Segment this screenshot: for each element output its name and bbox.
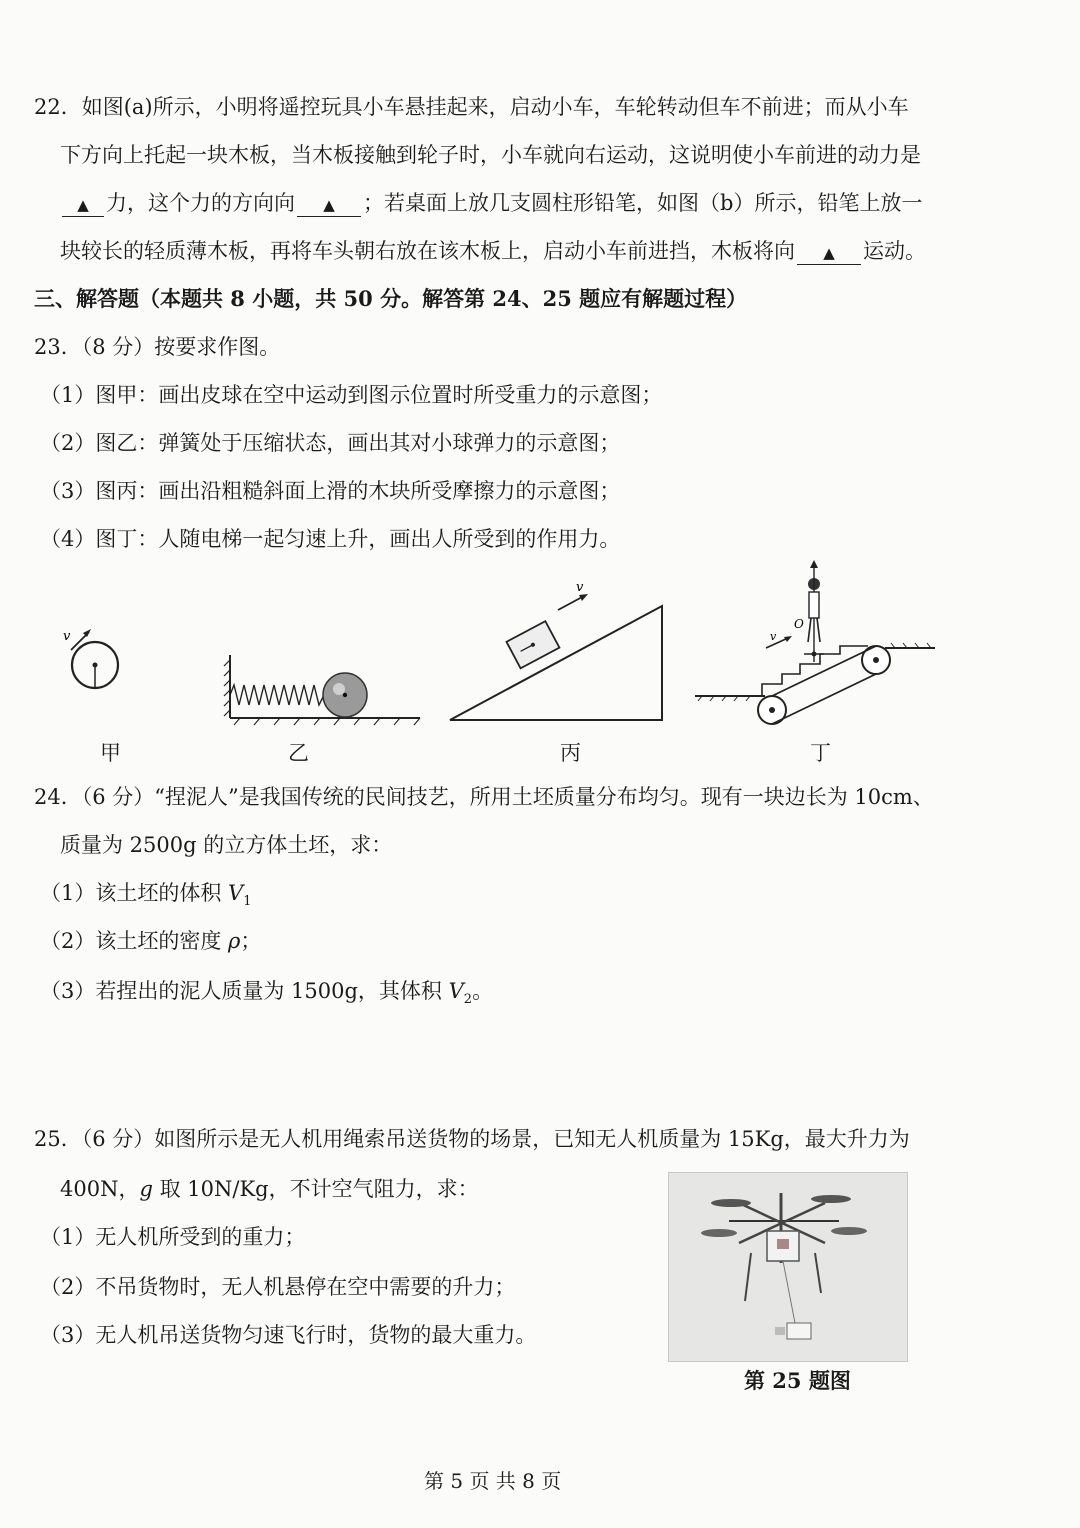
point-o-label: O (794, 617, 804, 631)
figure-jia-ball (55, 620, 135, 700)
q22-line-3: ▲ 力，这个力的方向向 ▲ ；若桌面上放几支圆柱形铅笔，如图（b）所示，铅笔上放一 (60, 188, 922, 218)
q25-line-2: 400N，g 取 10N/Kg，不计空气阻力，求： (60, 1177, 479, 1201)
q23-item-2: （2）图乙：弹簧处于压缩状态，画出其对小球弹力的示意图； (40, 431, 621, 455)
figure-25-caption: 第 25 题图 (744, 1368, 851, 1393)
figure-label-bing: 丙 (560, 741, 581, 765)
q22-line-2: 下方向上托起一块木板，当木板接触到轮子时，小车就向右运动，这说明使小车前进的动力是 (60, 143, 921, 167)
q25-line-1: 25．（6 分）如图所示是无人机用绳索吊送货物的场景，已知无人机质量为 15Kg，最大升力为 (34, 1127, 910, 1151)
drone-photo (668, 1172, 908, 1362)
answer-blank-1[interactable]: ▲ (62, 192, 104, 217)
velocity-label-jia: v (63, 629, 71, 644)
q25-item-1: （1）无人机所受到的重力； (40, 1225, 306, 1249)
q23-item-1: （1）图甲：画出皮球在空中运动到图示位置时所受重力的示意图； (40, 383, 663, 407)
figure-yi-spring (220, 650, 430, 730)
q22-line-1: 22．如图(a)所示，小明将遥控玩具小车悬挂起来，启动小车，车轮转动但车不前进；而从小车 (34, 95, 909, 119)
answer-blank-3[interactable]: ▲ (797, 240, 861, 265)
q24-item-3: （3）若捏出的泥人质量为 1500g，其体积 $V_2$。 (40, 979, 494, 1008)
q24-item-2: （2）该土坯的密度 ρ； (40, 929, 262, 953)
q25-item-3: （3）无人机吊送货物匀速飞行时，货物的最大重力。 (40, 1323, 537, 1347)
q24-line-2: 质量为 2500g 的立方体土坯，求： (60, 833, 393, 857)
q25-item-2: （2）不吊货物时，无人机悬停在空中需要的升力； (40, 1275, 516, 1299)
q24-item-1: （1）该土坯的体积 $V_1$ (40, 881, 252, 910)
q23-item-3: （3）图丙：画出沿粗糙斜面上滑的木块所受摩擦力的示意图； (40, 479, 621, 503)
answer-blank-2[interactable]: ▲ (297, 192, 361, 217)
page-footer: 第 5 页 共 8 页 (424, 1469, 562, 1493)
figure-label-ding: 丁 (810, 741, 831, 765)
figure-label-jia: 甲 (100, 741, 121, 765)
velocity-label-ding: v (770, 630, 777, 643)
figure-bing-incline (440, 580, 670, 730)
velocity-label-bing: v (576, 580, 584, 595)
figure-ding-escalator (690, 560, 940, 730)
q22-line-4: 块较长的轻质薄木板，再将车头朝右放在该木板上，启动小车前进挡，木板将向 ▲ 运动。 (60, 239, 926, 263)
q23-title: 23．（8 分）按要求作图。 (34, 335, 281, 359)
section-heading: 三、解答题（本题共 8 小题，共 50 分。解答第 24、25 题应有解题过程） (34, 286, 748, 311)
figure-label-yi: 乙 (288, 741, 309, 765)
q24-line-1: 24．（6 分）“捏泥人”是我国传统的民间技艺，所用土坯质量分布均匀。现有一块边长为 10cm、 (34, 785, 934, 809)
q23-item-4: （4）图丁：人随电梯一起匀速上升，画出人所受到的作用力。 (40, 527, 621, 551)
drone-icon (669, 1173, 907, 1361)
